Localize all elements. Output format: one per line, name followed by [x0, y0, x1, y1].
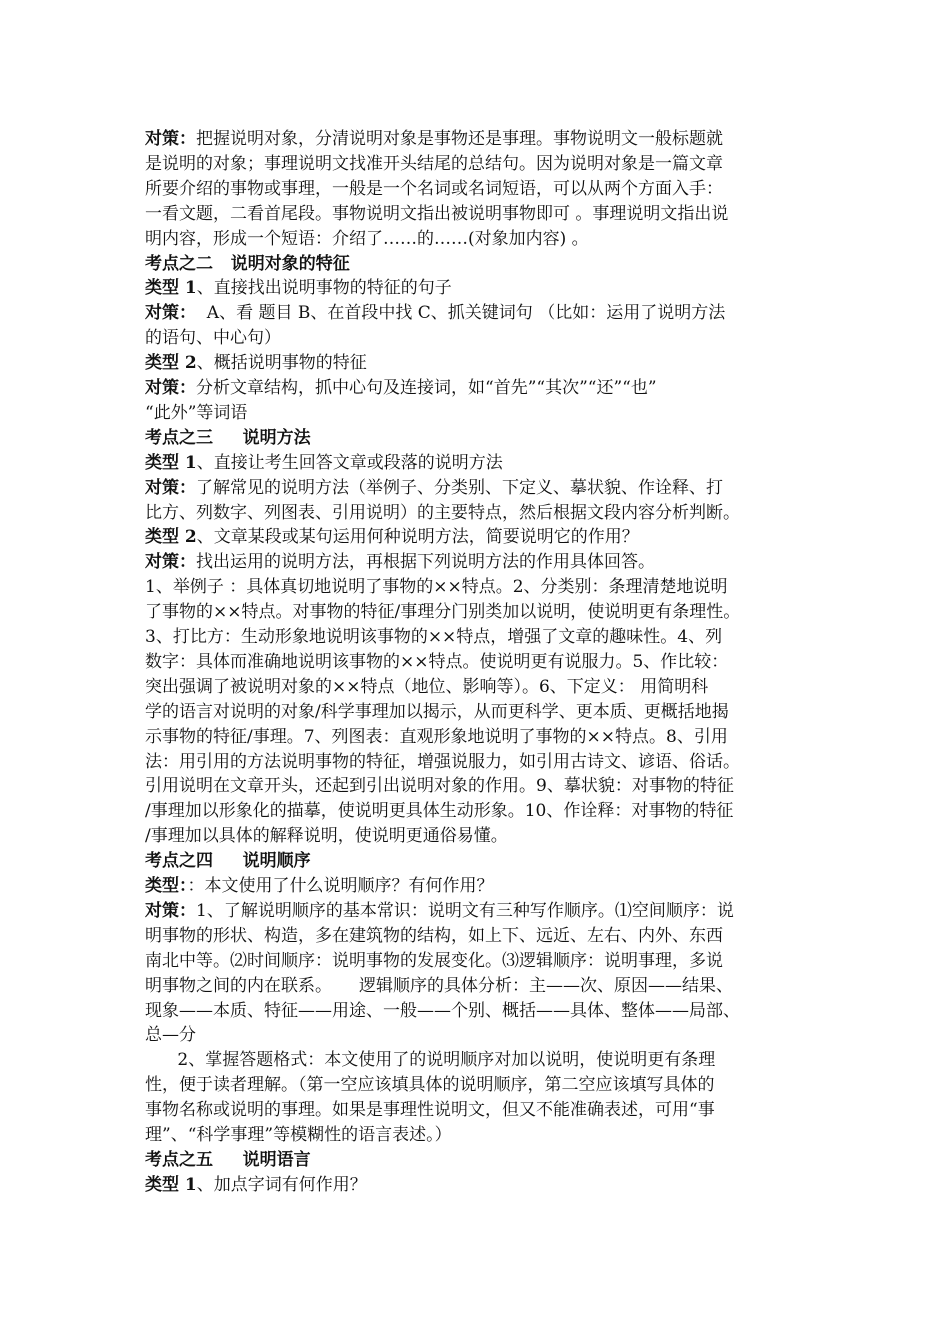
- line-text: 学的语言对说明的对象/科学事理加以揭示，从而更科学、更本质、更概括地揭: [145, 701, 729, 722]
- text-line: [145, 426, 311, 450]
- text-line: [145, 525, 639, 549]
- line-text: 南北中等。⑵时间顺序：说明事物的发展变化。⑶逻辑顺序：说明事理，多说: [145, 950, 723, 971]
- line-text: 总—分: [145, 1025, 196, 1046]
- text-line: [145, 127, 723, 151]
- line-text: 了解常见的说明方法（举例子、分类别、下定义、摹状貌、作诠释、打: [196, 477, 723, 498]
- text-line: [145, 1048, 715, 1072]
- line-text: 明事物的形状、构造，多在建筑物的结构，如上下、远近、左右、内外、东西: [145, 925, 723, 946]
- text-line: [145, 326, 281, 350]
- line-text: 法：用引用的方法说明事物的特征，增强说服力，如引用古诗文、谚语、俗话。: [145, 751, 740, 772]
- text-line: [145, 227, 589, 251]
- text-line: [145, 1098, 715, 1122]
- text-line: [145, 799, 733, 823]
- text-line: [145, 177, 723, 201]
- text-line: [145, 999, 740, 1023]
- text-line: [145, 1148, 311, 1172]
- text-line: [145, 774, 734, 798]
- bold-label: 类型 2: [145, 353, 197, 374]
- line-text: “此外”等词语: [145, 402, 248, 423]
- line-text: 明事物之间的内在联系。 逻辑顺序的具体分析：主——次、原因——结果、: [145, 975, 734, 996]
- line-text: 、直接让考生回答文章或段落的说明方法: [196, 452, 503, 473]
- bold-label: 对策：: [145, 900, 196, 921]
- line-text: 、直接找出说明事物的特征的句子: [196, 278, 452, 299]
- line-text: /事理加以形象化的描摹，使说明更具体生动形象。10、作诠释：对事物的特征: [145, 801, 734, 822]
- bold-label: 对策：: [145, 552, 196, 573]
- text-line: [145, 1073, 715, 1097]
- text-line: [145, 650, 728, 674]
- bold-label: 对策：: [145, 378, 196, 398]
- bold-label: 类型 1: [145, 452, 197, 473]
- line-text: 明内容，形成一个短语：介绍了……的……(对象加内容) 。: [145, 228, 589, 249]
- bold-label: 考点之二 说明对象的特征: [145, 253, 350, 274]
- line-text: 现象——本质、特征——用途、一般——个别、概括——具体、整体——局部、: [145, 1000, 740, 1021]
- line-text: 是说明的对象；事理说明文找准开头结尾的总结句。因为说明对象是一篇文章: [145, 153, 723, 174]
- bold-label: 对策：: [145, 477, 196, 498]
- text-line: [145, 202, 728, 226]
- line-text: 1、了解说明顺序的基本常识：说明文有三种写作顺序。⑴空间顺序：说: [196, 900, 734, 921]
- line-text: 事物名称或说明的事理。如果是事理性说明文，但又不能准确表述，可用“事: [145, 1100, 715, 1121]
- text-line: [145, 476, 723, 500]
- line-text: 2、掌握答题格式：本文使用了的说明顺序对加以说明，使说明更有条理: [145, 1050, 716, 1071]
- text-line: [145, 924, 723, 948]
- text-line: [145, 376, 657, 400]
- text-line: [145, 301, 725, 325]
- text-line: [145, 1023, 196, 1047]
- text-line: [145, 700, 729, 724]
- line-text: 一看文题，二看首尾段。事物说明文指出被说明事物即可 。事理说明文指出说: [145, 203, 729, 224]
- text-line: [145, 675, 708, 699]
- line-text: 示事物的特征/事理。7、列图表：直观形象地说明了事物的××特点。8、引用: [145, 726, 728, 747]
- line-text: 数字：具体而准确地说明该事物的××特点。使说明更有说服力。5、作比较：: [145, 651, 729, 672]
- bold-label: 类型 1: [145, 1174, 197, 1195]
- line-text: 的语句、中心句）: [145, 328, 281, 349]
- text-line: [145, 625, 722, 649]
- line-text: 性，便于读者理解。（第一空应该填具体的说明顺序，第二空应该填写具体的: [145, 1075, 715, 1096]
- text-line: [145, 899, 734, 923]
- line-text: 3、打比方：生动形象地说明该事物的××特点，增强了文章的趣味性。4、列: [145, 627, 723, 647]
- text-line: [145, 550, 655, 574]
- line-text: ：本文使用了什么说明顺序？有何作用？: [187, 876, 494, 896]
- bold-label: 考点之四 说明顺序: [145, 851, 311, 872]
- line-text: 、概括说明事物的特征: [196, 353, 367, 374]
- text-line: [145, 1173, 367, 1197]
- line-text: 了事物的××特点。对事物的特征/事理分门别类加以说明，使说明更有条理性。: [145, 602, 741, 623]
- line-text: 突出强调了被说明对象的××特点（地位、影响等）。6、下定义： 用简明科: [145, 676, 709, 697]
- text-line: [145, 451, 503, 475]
- text-line: [145, 600, 740, 624]
- text-line: [145, 1123, 452, 1147]
- text-line: [145, 501, 740, 525]
- line-text: A、看 题目 B、在首段中找 C、抓关键词句 （比如：运用了说明方法: [196, 303, 726, 324]
- text-line: [145, 152, 723, 176]
- bold-label: 对策：: [145, 303, 196, 324]
- line-text: /事理加以具体的解释说明，使说明更通俗易懂。: [145, 826, 508, 847]
- bold-label: 考点之三 说明方法: [145, 427, 311, 448]
- text-line: [145, 725, 728, 749]
- text-line: [145, 849, 311, 873]
- text-line: [145, 974, 733, 998]
- text-line: [145, 874, 494, 898]
- line-text: 分析文章结构，抓中心句及连接词，如“首先”“其次”“还”“也”: [196, 378, 657, 398]
- text-line: [145, 276, 452, 300]
- text-line: [145, 252, 350, 276]
- line-text: 比方、列数字、列图表、引用说明）的主要特点，然后根据文段内容分析判断。: [145, 502, 740, 523]
- bold-label: 类型 2: [145, 527, 197, 548]
- bold-label: 对策：: [145, 129, 196, 149]
- text-line: [145, 351, 367, 375]
- line-text: 、加点字词有何作用？: [196, 1174, 367, 1195]
- line-text: 把握说明对象，分清说明对象是事物还是事理。事物说明文一般标题就: [196, 129, 723, 149]
- text-line: [145, 824, 508, 848]
- text-line: [145, 750, 740, 774]
- line-text: 引用说明在文章开头，还起到引出说明对象的作用。9、摹状貌：对事物的特征: [145, 776, 734, 797]
- text-line: [145, 575, 728, 599]
- text-line: [145, 401, 247, 425]
- bold-label: 类型：: [145, 876, 188, 896]
- text-line: [145, 949, 723, 973]
- line-text: 找出运用的说明方法，再根据下列说明方法的作用具体回答。: [196, 552, 655, 573]
- bold-label: 类型 1: [145, 278, 197, 299]
- line-text: 所要介绍的事物或事理，一般是一个名词或名词短语，可以从两个方面入手：: [145, 178, 723, 199]
- line-text: 理”、“科学事理”等模糊性的语言表述。）: [145, 1125, 452, 1145]
- line-text: 1、举例子 ：具体真切地说明了事物的××特点。2、分类别：条理清楚地说明: [145, 577, 728, 598]
- bold-label: 考点之五 说明语言: [145, 1149, 311, 1170]
- line-text: 、文章某段或某句运用何种说明方法，简要说明它的作用？: [196, 527, 639, 548]
